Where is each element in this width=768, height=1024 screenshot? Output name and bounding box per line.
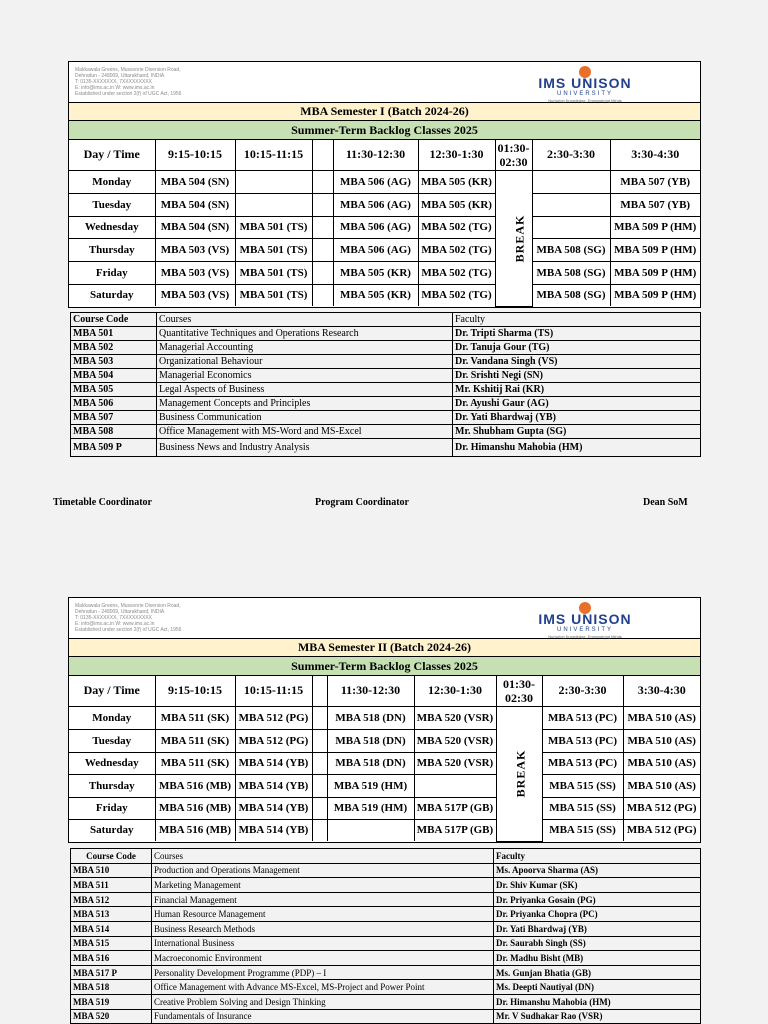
header-cell: 10:15-11:15 (235, 140, 312, 170)
course-name: Managerial Economics (157, 369, 453, 383)
slot-cell: MBA 513 (PC) (542, 706, 623, 729)
course-row (71, 327, 701, 341)
slot-cell: MBA 519 (HM) (327, 774, 414, 797)
day-cell: Wednesday (69, 752, 155, 774)
header-cell: 9:15-10:15 (155, 676, 235, 706)
course-code: MBA 506 (71, 397, 157, 411)
slot-cell: MBA 518 (DN) (327, 706, 414, 729)
header-cell: 11:30-12:30 (333, 140, 418, 170)
slot-cell: MBA 503 (VS) (155, 238, 235, 261)
course-name: Financial Management (152, 892, 494, 907)
schedule-row (69, 774, 700, 797)
sem1-title: MBA Semester I (Batch 2024-26) (69, 103, 700, 121)
slot-cell: MBA 511 (SK) (155, 706, 235, 729)
course-row (71, 921, 701, 936)
course-row (71, 439, 701, 457)
schedule-header-row (69, 140, 700, 170)
course-header-cell: Course Code (71, 313, 157, 327)
course-code: MBA 514 (71, 921, 152, 936)
address-line: Dehradun - 248009, Uttarakhand, INDIA (75, 73, 165, 79)
slot-cell: MBA 512 (PG) (623, 797, 700, 819)
slot-cell: MBA 506 (AG) (333, 170, 418, 193)
logo-sub: UNIVERSITY (556, 627, 613, 633)
break-cell (496, 706, 542, 841)
slot-cell: MBA 501 (TS) (235, 261, 312, 284)
slot-cell: MBA 516 (MB) (155, 819, 235, 841)
slot-cell: MBA 505 (KR) (418, 170, 495, 193)
course-faculty: Ms. Apoorva Sharma (AS) (494, 863, 701, 878)
slot-cell: MBA 512 (PG) (623, 819, 700, 841)
slot-cell: MBA 512 (PG) (235, 729, 312, 752)
course-row (71, 355, 701, 369)
sem2-address (75, 603, 181, 633)
course-faculty: Dr. Madhu Bisht (MB) (494, 951, 701, 966)
slot-cell (312, 216, 333, 238)
course-name: International Business (152, 936, 494, 951)
slot-cell: MBA 509 P (HM) (610, 238, 700, 261)
course-name: Personality Development Programme (PDP) – I (152, 965, 494, 980)
course-faculty: Dr. Priyanka Gosain (PG) (494, 892, 701, 907)
course-faculty: Dr. Tanuja Gour (TG) (453, 341, 701, 355)
schedule-row (69, 261, 700, 284)
slot-cell (312, 774, 327, 797)
header-cell: 3:30-4:30 (623, 676, 700, 706)
sem1-course-table (70, 312, 701, 457)
slot-cell (532, 193, 610, 216)
header-cell: Day / Time (69, 676, 155, 706)
course-row (71, 980, 701, 995)
slot-cell: MBA 514 (YB) (235, 752, 312, 774)
course-row (71, 1009, 701, 1024)
slot-cell: MBA 515 (SS) (542, 774, 623, 797)
slot-cell: MBA 501 (TS) (235, 284, 312, 306)
course-code: MBA 512 (71, 892, 152, 907)
course-header-cell: Faculty (494, 849, 701, 864)
slot-cell: MBA 505 (KR) (333, 261, 418, 284)
course-name: Office Management with Advance MS-Excel, MS-Project and Power Point (152, 980, 494, 995)
header-cell: 01:30-02:30 (495, 140, 532, 170)
course-name: Organizational Behaviour (157, 355, 453, 369)
address-line: Established under section 2(f) of UGC Act, 1956 (75, 91, 182, 97)
logo-sub: UNIVERSITY (556, 91, 613, 97)
course-faculty: Dr. Yati Bhardwaj (YB) (453, 411, 701, 425)
slot-cell: MBA 508 (SG) (532, 261, 610, 284)
course-faculty: Dr. Priyanka Chopra (PC) (494, 907, 701, 922)
course-header-cell: Courses (152, 849, 494, 864)
course-code: MBA 508 (71, 425, 157, 439)
address-line: T: 0135-XXXXXXX, 7XXXXXXXXX (75, 615, 152, 621)
header-cell: 2:30-3:30 (542, 676, 623, 706)
course-row (71, 425, 701, 439)
slot-cell: MBA 513 (PC) (542, 752, 623, 774)
slot-cell: MBA 519 (HM) (327, 797, 414, 819)
break-label: BREAK (511, 214, 526, 262)
header-cell: 9:15-10:15 (155, 140, 235, 170)
signature-timetable-coordinator: Timetable Coordinator (53, 497, 152, 508)
schedule-header-row (69, 676, 700, 706)
logo-tagline: Nurturing Knowledge, Empowering Minds (548, 98, 622, 103)
slot-cell: MBA 508 (SG) (532, 284, 610, 306)
course-faculty: Dr. Srishti Negi (SN) (453, 369, 701, 383)
slot-cell: MBA 504 (SN) (155, 170, 235, 193)
slot-cell (312, 706, 327, 729)
day-cell: Saturday (69, 284, 155, 306)
course-faculty: Mr. Kshitij Rai (KR) (453, 383, 701, 397)
header-cell: 2:30-3:30 (532, 140, 610, 170)
slot-cell: MBA 516 (MB) (155, 774, 235, 797)
address-line: E: info@ims.ac.in W: www.ims.ac.in (75, 85, 155, 91)
slot-cell: MBA 509 P (HM) (610, 284, 700, 306)
header-cell: 12:30-1:30 (414, 676, 496, 706)
slot-cell: MBA 503 (VS) (155, 261, 235, 284)
slot-cell: MBA 517P (GB) (414, 797, 496, 819)
schedule-row (69, 238, 700, 261)
slot-cell: MBA 510 (AS) (623, 752, 700, 774)
slot-cell: MBA 514 (YB) (235, 819, 312, 841)
slot-cell: MBA 507 (YB) (610, 193, 700, 216)
course-code: MBA 501 (71, 327, 157, 341)
slot-cell: MBA 507 (YB) (610, 170, 700, 193)
course-header-row (71, 849, 701, 864)
slot-cell: MBA 520 (VSR) (414, 752, 496, 774)
header-cell: 11:30-12:30 (327, 676, 414, 706)
course-row (71, 397, 701, 411)
header-cell: 3:30-4:30 (610, 140, 700, 170)
sem1-letterhead (69, 62, 700, 103)
course-faculty: Dr. Tripti Sharma (TS) (453, 327, 701, 341)
day-cell: Monday (69, 170, 155, 193)
course-name: Macroeconomic Environment (152, 951, 494, 966)
course-faculty: Ms. Gunjan Bhatia (GB) (494, 965, 701, 980)
course-code: MBA 519 (71, 994, 152, 1009)
schedule-row (69, 284, 700, 306)
address-line: Makkawala Greens, Mussoorie Diversion Road, (75, 603, 181, 609)
course-name: Business Communication (157, 411, 453, 425)
course-row (71, 936, 701, 951)
slot-cell: MBA 505 (KR) (418, 193, 495, 216)
course-faculty: Mr. V Sudhakar Rao (VSR) (494, 1009, 701, 1024)
header-cell: Day / Time (69, 140, 155, 170)
logo-name: IMS UNISON (538, 75, 632, 91)
course-code: MBA 520 (71, 1009, 152, 1024)
sem2-course-table (70, 848, 701, 1024)
sem1-subtitle: Summer-Term Backlog Classes 2025 (69, 121, 700, 140)
slot-cell (532, 216, 610, 238)
slot-cell: MBA 504 (SN) (155, 193, 235, 216)
signature-dean: Dean SoM (643, 497, 688, 508)
slot-cell: MBA 518 (DN) (327, 752, 414, 774)
schedule-row (69, 170, 700, 193)
sem2-subtitle: Summer-Term Backlog Classes 2025 (69, 657, 700, 676)
slot-cell (312, 193, 333, 216)
day-cell: Friday (69, 261, 155, 284)
day-cell: Saturday (69, 819, 155, 841)
slot-cell (312, 238, 333, 261)
sem2-letterhead (69, 598, 700, 639)
slot-cell: MBA 502 (TG) (418, 216, 495, 238)
logo-name: IMS UNISON (538, 611, 632, 627)
slot-cell: MBA 505 (KR) (333, 284, 418, 306)
day-cell: Tuesday (69, 729, 155, 752)
slot-cell: MBA 510 (AS) (623, 774, 700, 797)
course-code: MBA 513 (71, 907, 152, 922)
course-row (71, 369, 701, 383)
schedule-row (69, 752, 700, 774)
slot-cell (312, 797, 327, 819)
signature-program-coordinator: Program Coordinator (315, 497, 409, 508)
address-line: T: 0135-XXXXXXX, 7XXXXXXXXX (75, 79, 152, 85)
course-row (71, 994, 701, 1009)
course-header-cell: Courses (157, 313, 453, 327)
slot-cell (235, 170, 312, 193)
course-code: MBA 509 P (71, 439, 157, 457)
slot-cell: MBA 520 (VSR) (414, 729, 496, 752)
slot-cell: MBA 506 (AG) (333, 193, 418, 216)
university-logo (510, 602, 660, 639)
slot-cell: MBA 515 (SS) (542, 819, 623, 841)
course-code: MBA 516 (71, 951, 152, 966)
course-code: MBA 502 (71, 341, 157, 355)
slot-cell: MBA 504 (SN) (155, 216, 235, 238)
course-row (71, 383, 701, 397)
course-row (71, 907, 701, 922)
slot-cell: MBA 513 (PC) (542, 729, 623, 752)
header-cell: 01:30-02:30 (496, 676, 542, 706)
course-faculty: Dr. Himanshu Mahobia (HM) (494, 994, 701, 1009)
course-row (71, 951, 701, 966)
header-cell (312, 676, 327, 706)
slot-cell: MBA 516 (MB) (155, 797, 235, 819)
university-logo (510, 66, 660, 103)
course-row (71, 341, 701, 355)
schedule-row (69, 797, 700, 819)
slot-cell: MBA 502 (TG) (418, 261, 495, 284)
address-line: E: info@ims.ac.in W: www.ims.ac.in (75, 621, 155, 627)
schedule-row (69, 729, 700, 752)
course-code: MBA 503 (71, 355, 157, 369)
slot-cell: MBA 510 (AS) (623, 729, 700, 752)
slot-cell: MBA 511 (SK) (155, 729, 235, 752)
course-row (71, 411, 701, 425)
slot-cell: MBA 518 (DN) (327, 729, 414, 752)
sem1-timetable-sheet (68, 61, 701, 308)
slot-cell: MBA 514 (YB) (235, 797, 312, 819)
address-line: Makkawala Greens, Mussoorie Diversion Road, (75, 67, 181, 73)
course-name: Office Management with MS-Word and MS-Excel (157, 425, 453, 439)
course-code: MBA 515 (71, 936, 152, 951)
slot-cell (312, 170, 333, 193)
schedule-row (69, 819, 700, 841)
slot-cell (312, 261, 333, 284)
slot-cell (312, 819, 327, 841)
slot-cell: MBA 506 (AG) (333, 238, 418, 261)
course-name: Creative Problem Solving and Design Thinking (152, 994, 494, 1009)
course-name: Management Concepts and Principles (157, 397, 453, 411)
sem2-title: MBA Semester II (Batch 2024-26) (69, 639, 700, 657)
sem1-address (75, 67, 181, 97)
day-cell: Thursday (69, 238, 155, 261)
sem2-schedule-table (69, 676, 700, 842)
slot-cell: MBA 512 (PG) (235, 706, 312, 729)
course-faculty: Dr. Vandana Singh (VS) (453, 355, 701, 369)
course-code: MBA 518 (71, 980, 152, 995)
course-code: MBA 510 (71, 863, 152, 878)
sem2-timetable-sheet (68, 597, 701, 843)
course-header-row (71, 313, 701, 327)
slot-cell: MBA 517P (GB) (414, 819, 496, 841)
course-name: Business News and Industry Analysis (157, 439, 453, 457)
day-cell: Wednesday (69, 216, 155, 238)
logo-tagline: Nurturing Knowledge, Empowering Minds (548, 634, 622, 639)
day-cell: Tuesday (69, 193, 155, 216)
course-faculty: Dr. Yati Bhardwaj (YB) (494, 921, 701, 936)
course-row (71, 863, 701, 878)
schedule-row (69, 193, 700, 216)
course-code: MBA 517 P (71, 965, 152, 980)
slot-cell: MBA 508 (SG) (532, 238, 610, 261)
schedule-row (69, 706, 700, 729)
slot-cell: MBA 520 (VSR) (414, 706, 496, 729)
slot-cell (327, 819, 414, 841)
course-code: MBA 507 (71, 411, 157, 425)
course-row (71, 965, 701, 980)
address-line: Dehradun - 248009, Uttarakhand, INDIA (75, 609, 165, 615)
course-code: MBA 504 (71, 369, 157, 383)
slot-cell: MBA 509 P (HM) (610, 261, 700, 284)
course-row (71, 878, 701, 893)
slot-cell: MBA 511 (SK) (155, 752, 235, 774)
slot-cell (414, 774, 496, 797)
break-label: BREAK (512, 749, 527, 798)
header-cell: 12:30-1:30 (418, 140, 495, 170)
course-row (71, 892, 701, 907)
slot-cell: MBA 501 (TS) (235, 238, 312, 261)
slot-cell: MBA 502 (TG) (418, 284, 495, 306)
course-code: MBA 505 (71, 383, 157, 397)
course-faculty: Dr. Saurabh Singh (SS) (494, 936, 701, 951)
course-name: Fundamentals of Insurance (152, 1009, 494, 1024)
slot-cell: MBA 509 P (HM) (610, 216, 700, 238)
slot-cell: MBA 514 (YB) (235, 774, 312, 797)
schedule-row (69, 216, 700, 238)
course-name: Legal Aspects of Business (157, 383, 453, 397)
slot-cell: MBA 510 (AS) (623, 706, 700, 729)
course-name: Business Research Methods (152, 921, 494, 936)
course-name: Human Resource Management (152, 907, 494, 922)
slot-cell: MBA 515 (SS) (542, 797, 623, 819)
slot-cell (312, 729, 327, 752)
day-cell: Friday (69, 797, 155, 819)
course-name: Quantitative Techniques and Operations Research (157, 327, 453, 341)
course-faculty: Dr. Ayushi Gaur (AG) (453, 397, 701, 411)
address-line: Established under section 2(f) of UGC Act, 1956 (75, 627, 182, 633)
header-cell (312, 140, 333, 170)
slot-cell: MBA 502 (TG) (418, 238, 495, 261)
break-cell (495, 170, 532, 306)
slot-cell: MBA 506 (AG) (333, 216, 418, 238)
course-faculty: Mr. Shubham Gupta (SG) (453, 425, 701, 439)
slot-cell (235, 193, 312, 216)
course-header-cell: Course Code (71, 849, 152, 864)
course-name: Managerial Accounting (157, 341, 453, 355)
course-name: Production and Operations Management (152, 863, 494, 878)
slot-cell (312, 752, 327, 774)
sem1-schedule-table (69, 140, 700, 307)
day-cell: Thursday (69, 774, 155, 797)
slot-cell (312, 284, 333, 306)
slot-cell: MBA 503 (VS) (155, 284, 235, 306)
slot-cell: MBA 501 (TS) (235, 216, 312, 238)
course-faculty: Dr. Shiv Kumar (SK) (494, 878, 701, 893)
course-name: Marketing Management (152, 878, 494, 893)
slot-cell (532, 170, 610, 193)
course-faculty: Ms. Deepti Nautiyal (DN) (494, 980, 701, 995)
course-code: MBA 511 (71, 878, 152, 893)
course-faculty: Dr. Himanshu Mahobia (HM) (453, 439, 701, 457)
course-header-cell: Faculty (453, 313, 701, 327)
day-cell: Monday (69, 706, 155, 729)
header-cell: 10:15-11:15 (235, 676, 312, 706)
